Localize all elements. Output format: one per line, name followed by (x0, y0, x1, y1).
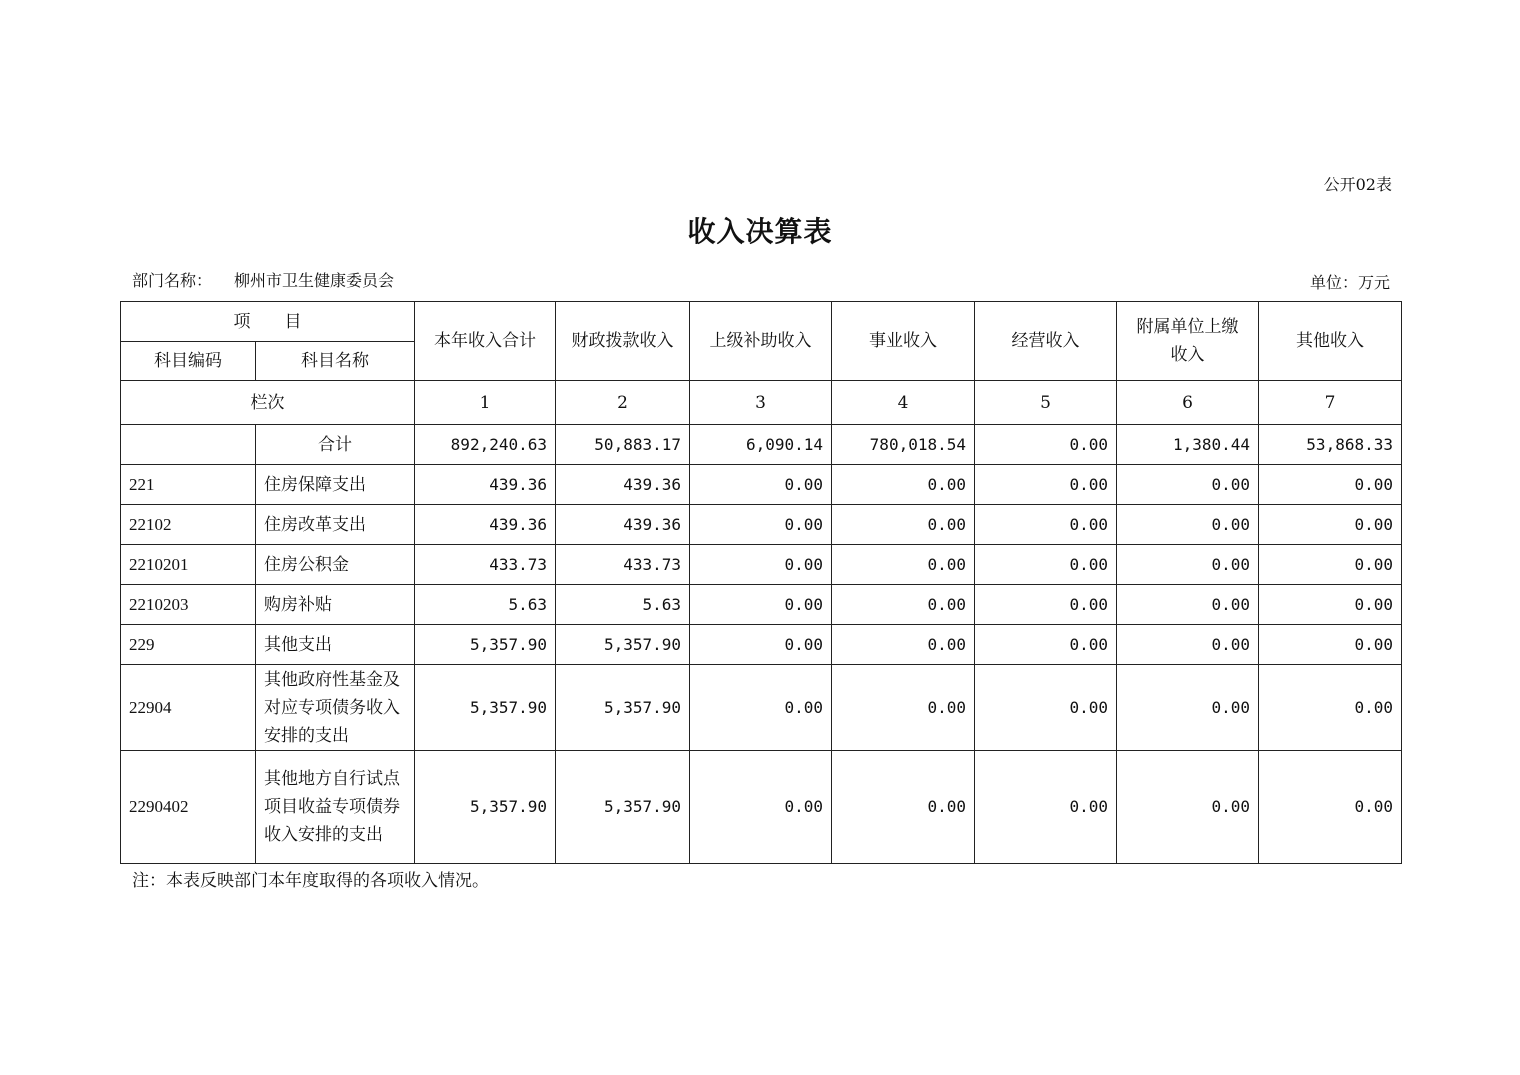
subject-name: 住房保障支出 (256, 465, 415, 505)
amount-cell: 0.00 (690, 465, 832, 505)
amount-cell: 0.00 (1259, 465, 1402, 505)
amount-cell: 5,357.90 (415, 625, 556, 665)
amount-cell: 0.00 (1117, 545, 1259, 585)
amount-cell: 5,357.90 (556, 665, 690, 751)
amount-cell: 439.36 (415, 505, 556, 545)
table-row (121, 751, 1402, 864)
subject-code: 22102 (121, 505, 256, 545)
subject-code: 2290402 (121, 751, 256, 864)
amount-cell: 5,357.90 (556, 751, 690, 864)
total-value: 780,018.54 (832, 425, 975, 465)
header-subject-code: 科目编码 (121, 342, 256, 381)
amount-cell: 0.00 (832, 465, 975, 505)
amount-cell: 0.00 (975, 585, 1117, 625)
column-index: 7 (1259, 381, 1402, 425)
total-value: 6,090.14 (690, 425, 832, 465)
column-index: 1 (415, 381, 556, 425)
department-label: 部门名称： (132, 271, 213, 290)
total-value: 1,380.44 (1117, 425, 1259, 465)
column-index-row (121, 381, 1402, 425)
total-value: 0.00 (975, 425, 1117, 465)
column-index-label: 栏次 (121, 381, 415, 425)
subject-code: 229 (121, 625, 256, 665)
subject-name: 住房公积金 (256, 545, 415, 585)
header-other-income: 其他收入 (1259, 302, 1402, 381)
amount-cell: 5,357.90 (556, 625, 690, 665)
table-row (121, 505, 1402, 545)
header-total-income: 本年收入合计 (415, 302, 556, 381)
column-index: 4 (832, 381, 975, 425)
amount-cell: 0.00 (1259, 545, 1402, 585)
column-index: 2 (556, 381, 690, 425)
table-row (121, 665, 1402, 751)
total-value: 53,868.33 (1259, 425, 1402, 465)
column-index: 6 (1117, 381, 1259, 425)
total-label: 合计 (256, 425, 415, 465)
subject-name: 购房补贴 (256, 585, 415, 625)
subject-name: 住房改革支出 (256, 505, 415, 545)
amount-cell: 0.00 (975, 751, 1117, 864)
amount-cell: 0.00 (975, 545, 1117, 585)
amount-cell: 5.63 (556, 585, 690, 625)
table-row (121, 625, 1402, 665)
income-table (120, 301, 1402, 864)
amount-cell: 0.00 (690, 751, 832, 864)
amount-cell: 433.73 (556, 545, 690, 585)
total-value: 892,240.63 (415, 425, 556, 465)
amount-cell: 0.00 (690, 585, 832, 625)
subject-code: 221 (121, 465, 256, 505)
column-index: 3 (690, 381, 832, 425)
amount-cell: 5,357.90 (415, 751, 556, 864)
unit-label: 单位：万元 (1309, 273, 1390, 292)
amount-cell: 0.00 (690, 625, 832, 665)
department-name: 柳州市卫生健康委员会 (234, 271, 395, 290)
amount-cell: 439.36 (556, 465, 690, 505)
amount-cell: 0.00 (832, 665, 975, 751)
amount-cell: 0.00 (1117, 665, 1259, 751)
total-row (121, 425, 1402, 465)
amount-cell: 0.00 (1259, 665, 1402, 751)
amount-cell: 0.00 (1117, 625, 1259, 665)
amount-cell: 439.36 (556, 505, 690, 545)
amount-cell: 433.73 (415, 545, 556, 585)
amount-cell: 0.00 (690, 545, 832, 585)
header-subject-name: 科目名称 (256, 342, 415, 381)
amount-cell: 0.00 (1117, 751, 1259, 864)
subject-name: 其他支出 (256, 625, 415, 665)
table-row (121, 465, 1402, 505)
total-code-cell (121, 425, 256, 465)
header-business-income: 事业收入 (832, 302, 975, 381)
amount-cell: 0.00 (975, 465, 1117, 505)
amount-cell: 0.00 (832, 545, 975, 585)
amount-cell: 0.00 (1259, 585, 1402, 625)
amount-cell: 0.00 (832, 625, 975, 665)
table-row (121, 585, 1402, 625)
total-value: 50,883.17 (556, 425, 690, 465)
amount-cell: 0.00 (690, 665, 832, 751)
amount-cell: 0.00 (832, 505, 975, 545)
amount-cell: 0.00 (1117, 465, 1259, 505)
table-row (121, 545, 1402, 585)
department-line (132, 268, 394, 291)
column-index: 5 (975, 381, 1117, 425)
table-note: 注：本表反映部门本年度取得的各项收入情况。 (132, 871, 489, 891)
header-project: 项 目 (121, 302, 415, 342)
amount-cell: 5,357.90 (415, 665, 556, 751)
amount-cell: 439.36 (415, 465, 556, 505)
form-number: 公开02表 (1323, 175, 1392, 194)
amount-cell: 0.00 (1117, 585, 1259, 625)
amount-cell: 0.00 (1259, 505, 1402, 545)
amount-cell: 0.00 (832, 751, 975, 864)
subject-name: 其他地方自行试点项目收益专项债券收入安排的支出 (256, 751, 415, 864)
subject-code: 2210203 (121, 585, 256, 625)
amount-cell: 0.00 (1259, 751, 1402, 864)
header-operating-income: 经营收入 (975, 302, 1117, 381)
header-affiliated-income: 附属单位上缴收入 (1117, 302, 1259, 381)
amount-cell: 0.00 (1259, 625, 1402, 665)
subject-code: 22904 (121, 665, 256, 751)
amount-cell: 0.00 (975, 625, 1117, 665)
amount-cell: 0.00 (832, 585, 975, 625)
amount-cell: 0.00 (975, 505, 1117, 545)
amount-cell: 0.00 (1117, 505, 1259, 545)
amount-cell: 0.00 (690, 505, 832, 545)
subject-code: 2210201 (121, 545, 256, 585)
amount-cell: 0.00 (975, 665, 1117, 751)
header-superior-subsidy: 上级补助收入 (690, 302, 832, 381)
amount-cell: 5.63 (415, 585, 556, 625)
subject-name: 其他政府性基金及对应专项债务收入安排的支出 (256, 665, 415, 751)
header-fiscal-income: 财政拨款收入 (556, 302, 690, 381)
page-title: 收入决算表 (687, 215, 833, 248)
